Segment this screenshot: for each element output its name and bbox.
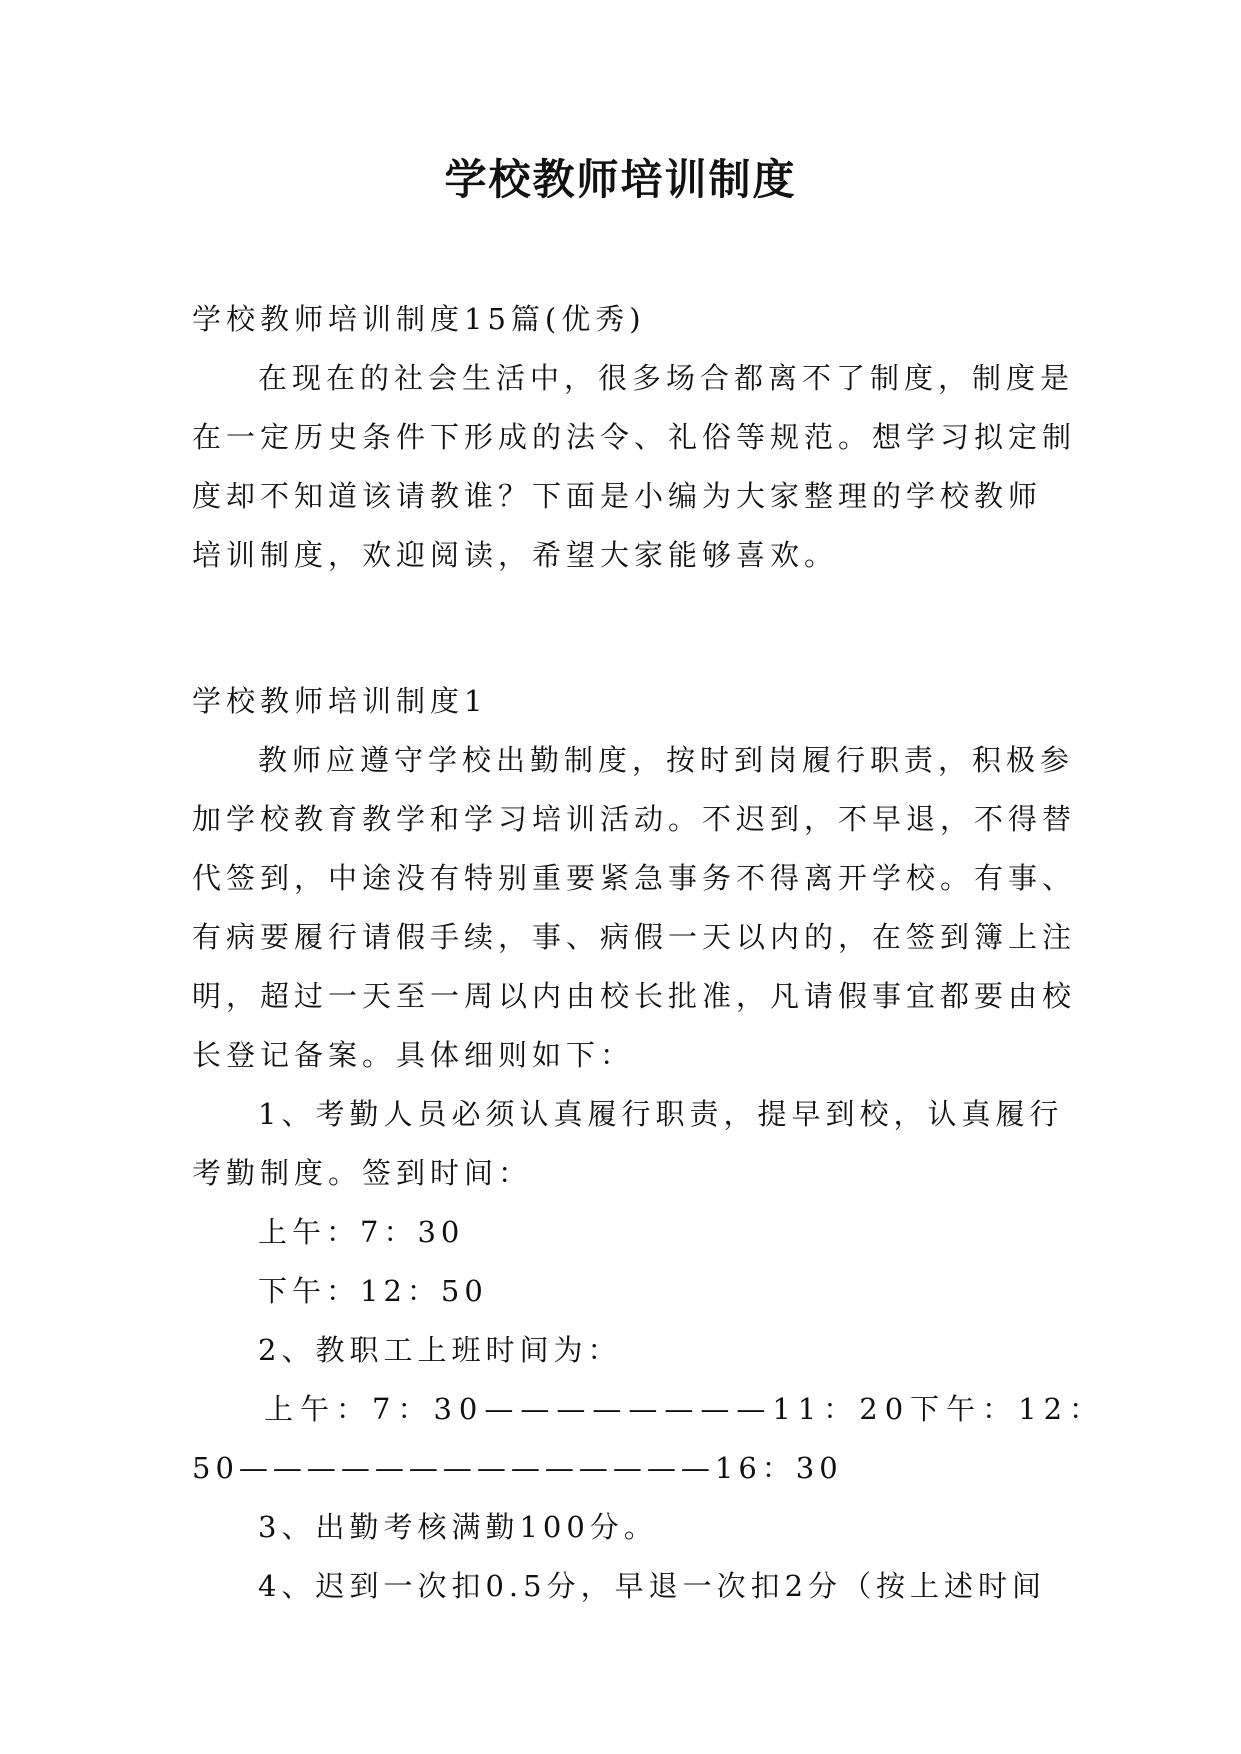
sign-in-time-morning: 上午：7：30 bbox=[258, 1215, 465, 1249]
document-body bbox=[192, 290, 1106, 1616]
rule-item-2: 2、教职工上班时间为： bbox=[258, 1333, 622, 1367]
section-spacer bbox=[192, 585, 1062, 672]
sign-in-time-afternoon: 下午：12：50 bbox=[258, 1274, 488, 1308]
rule-item-4: 4、迟到一次扣0.5分，早退一次扣2分（按上述时间 bbox=[258, 1569, 1047, 1603]
section-heading: 学校教师培训制度1 bbox=[192, 684, 488, 718]
document-title: 学校教师培训制度 bbox=[444, 155, 797, 204]
paragraph-line: 有病要履行请假手续，事、病假一天以内的，在签到簿上注 bbox=[192, 920, 1077, 954]
working-hours-line: 50——————————————16：30 bbox=[192, 1451, 843, 1485]
paragraph-line: 长登记备案。具体细则如下： bbox=[192, 1038, 635, 1072]
rule-item-1-continued: 考勤制度。签到时间： bbox=[192, 1156, 533, 1190]
intro-line: 在一定历史条件下形成的法令、礼俗等规范。想学习拟定制 bbox=[192, 420, 1077, 454]
rule-item-3: 3、出勤考核满勤100分。 bbox=[258, 1510, 658, 1544]
intro-line: 度却不知道该请教谁？下面是小编为大家整理的学校教师 bbox=[192, 479, 1043, 513]
paragraph-line: 加学校教育教学和学习培训活动。不迟到，不早退，不得替 bbox=[192, 802, 1077, 836]
document-subtitle: 学校教师培训制度15篇(优秀) bbox=[192, 302, 646, 336]
working-hours-line: 上午：7：30————————11：20下午：12： bbox=[264, 1392, 1106, 1426]
intro-line: 培训制度，欢迎阅读，希望大家能够喜欢。 bbox=[192, 538, 839, 572]
paragraph-line: 代签到，中途没有特别重要紧急事务不得离开学校。有事、 bbox=[192, 861, 1077, 895]
paragraph-line: 明，超过一天至一周以内由校长批准，凡请假事宜都要由校 bbox=[192, 979, 1077, 1013]
rule-item-1: 1、考勤人员必须认真履行职责，提早到校，认真履行 bbox=[258, 1097, 1064, 1131]
intro-line: 在现在的社会生活中，很多场合都离不了制度，制度是 bbox=[258, 361, 1075, 395]
paragraph-line: 教师应遵守学校出勤制度，按时到岗履行职责，积极参 bbox=[258, 743, 1075, 777]
